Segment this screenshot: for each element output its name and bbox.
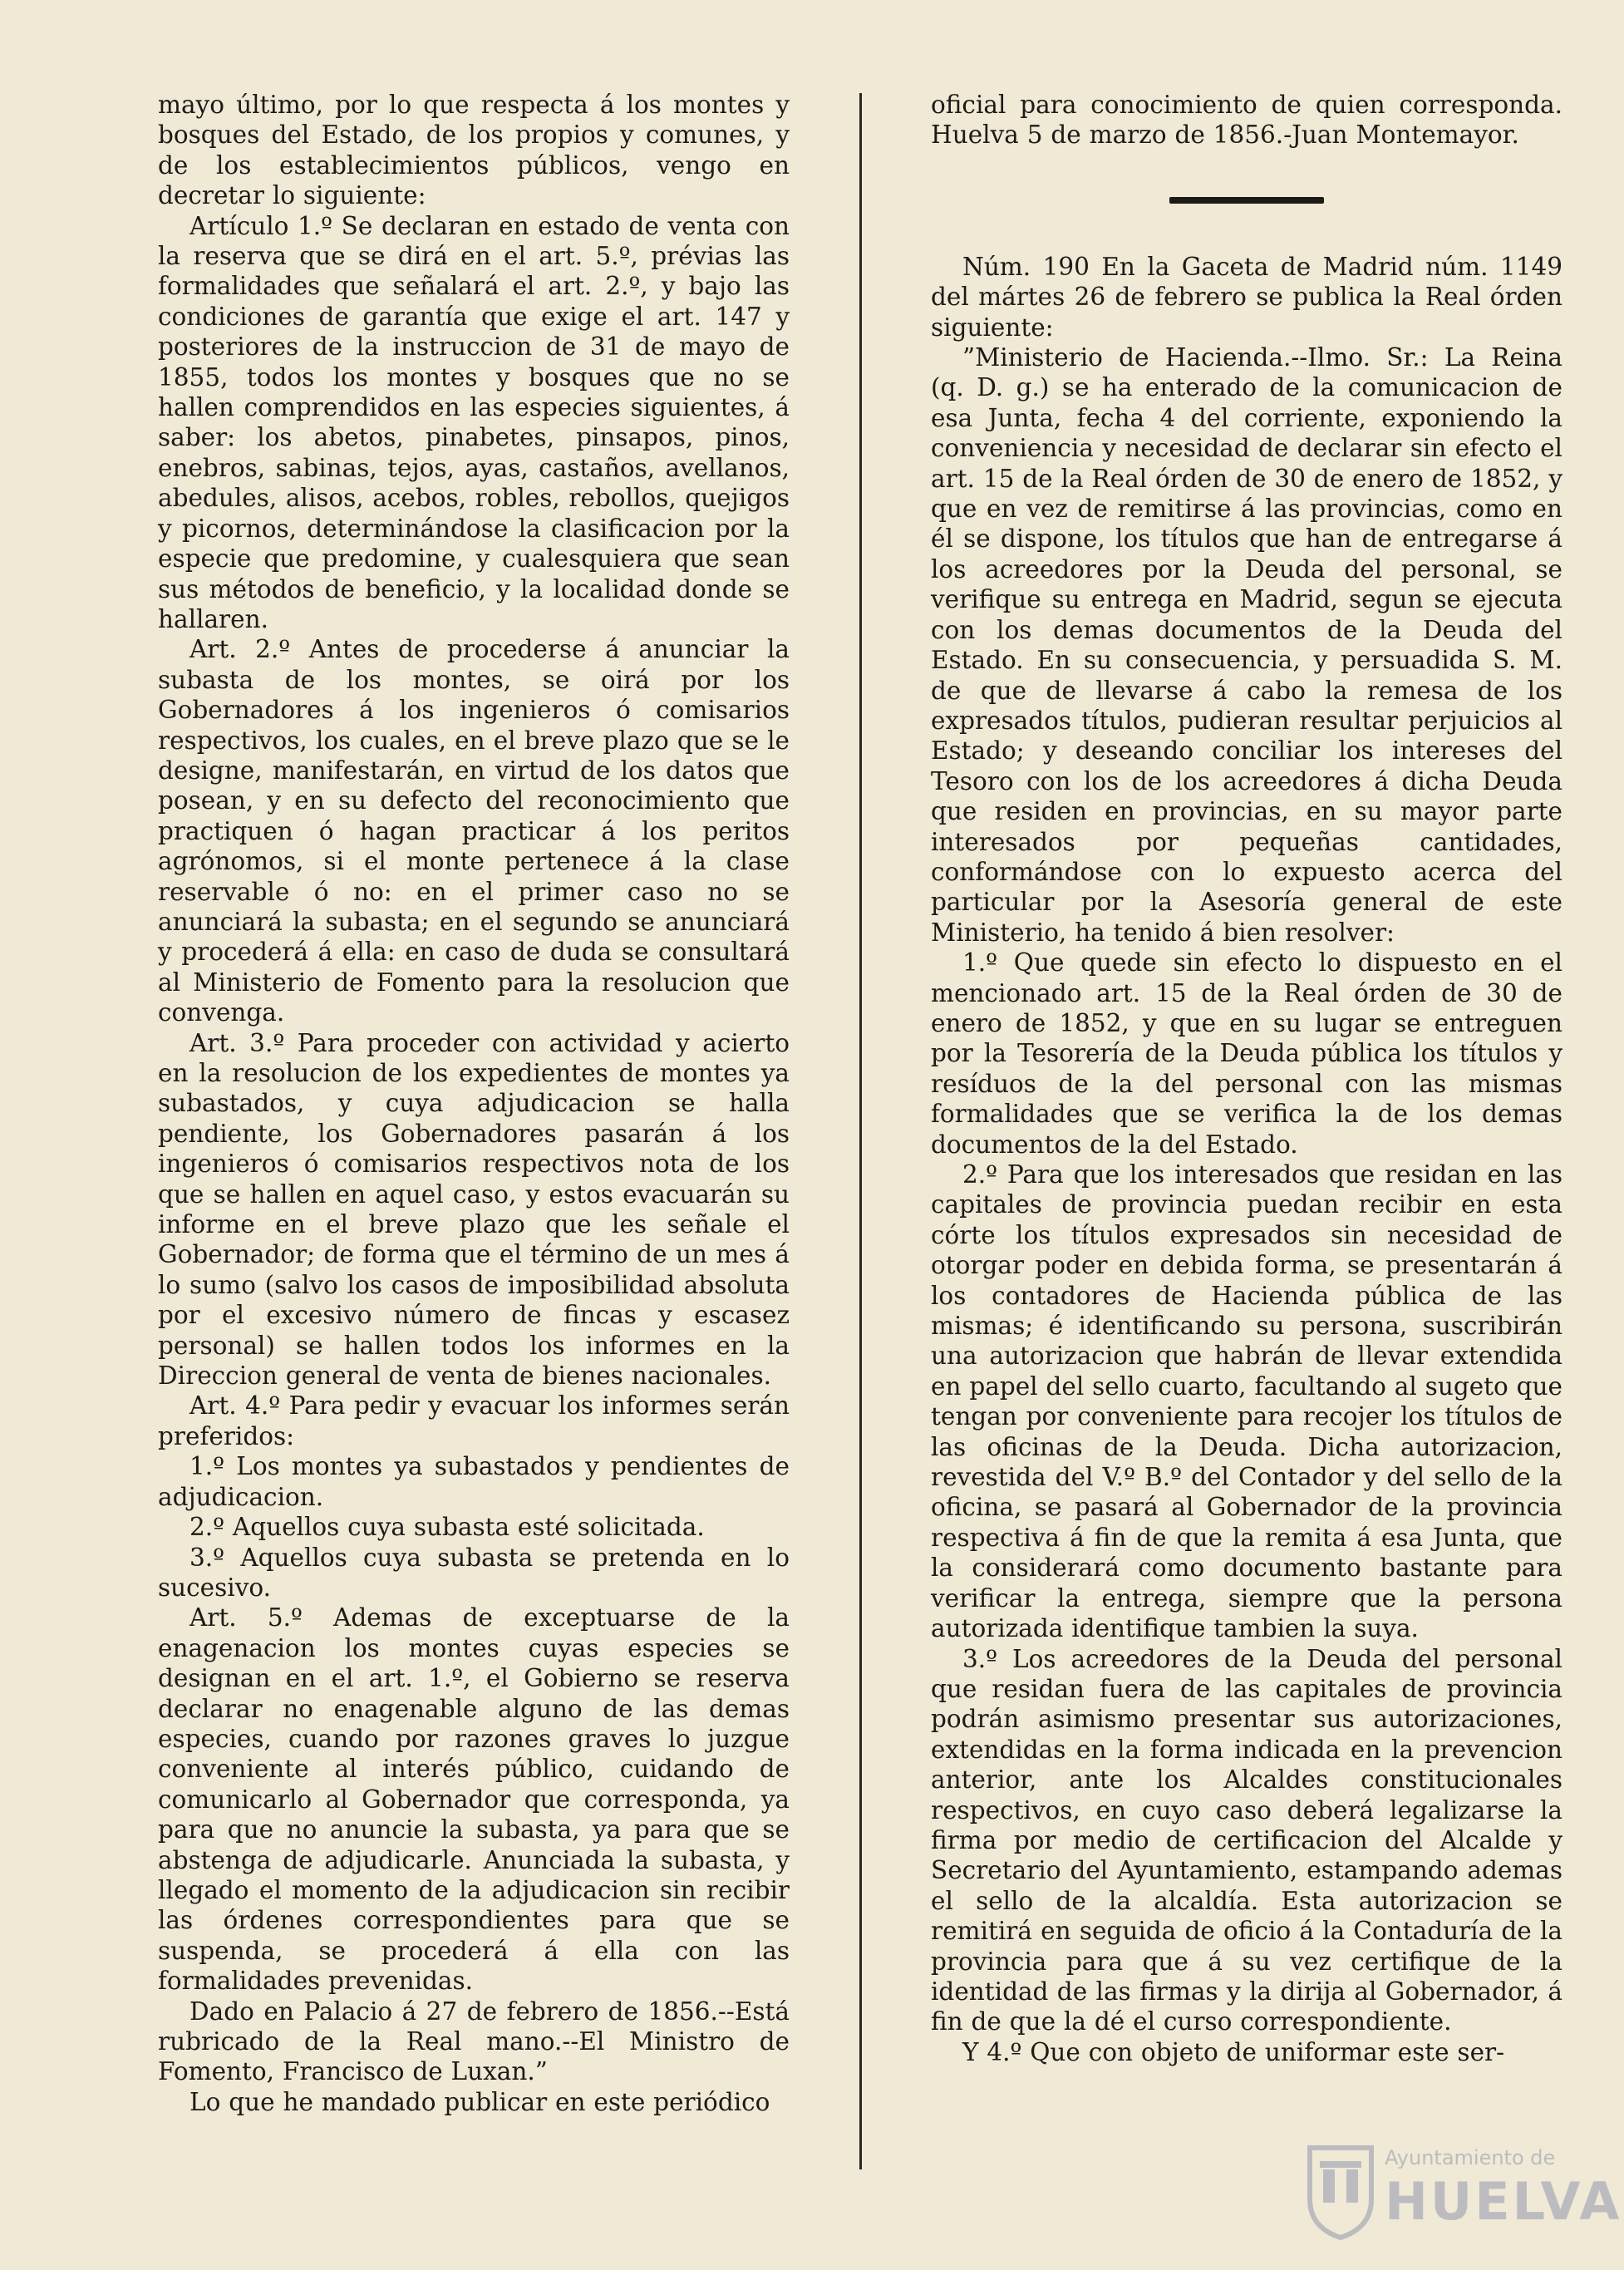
paragraph: Art. 4.º Para pedir y evacuar los informes serán preferidos:	[158, 1391, 790, 1450]
paragraph: Lo que he mandado publicar en este periódico	[189, 2087, 770, 2116]
paragraph: Y 4.º Que con objeto de uniformar este ser-	[962, 2037, 1505, 2066]
paragraph: 1.º Que quede sin efecto lo dispuesto en el mencionado art. 15 de la Real órden de 30 de enero de 1852, y que en su lugar se entreguen por la Tesorería de la Deuda pública los títulos y resíduos de la del personal con las mismas formalidades que se verifica la de los demas documentos de la del Estado.	[931, 948, 1562, 1159]
paragraph: 2.º Aquellos cuya subasta esté solicitada.	[189, 1513, 705, 1542]
paragraph: Art. 5.º Ademas de exceptuarse de la enagenacion los montes cuyas especies se designan en el art. 1.º, el Gobierno se reserva declarar no enagenable alguno de las demas especies, cuando por razones graves lo juzgue conveniente al interés público, cuidando de comunicarlo al Gobernador que corresponda, ya para que no anuncie la subasta, ya para que se abstenga de adjudicarle. Anunciada la subasta, y llegado el momento de la adjudicacion sin recibir las órdenes correspondientes para que se suspenda, se procederá á ella con las formalidades prevenidas.	[158, 1603, 790, 1996]
paragraph: Núm. 190 En la Gaceta de Madrid núm. 1149 del mártes 26 de febrero se publica la Real órden siguiente:	[931, 252, 1562, 342]
right-column	[931, 90, 1562, 2067]
watermark-line1: Ayuntamiento de	[1385, 2146, 1556, 2169]
right-column-top	[931, 90, 1562, 150]
paragraph: ”Ministerio de Hacienda.--Ilmo. Sr.: La Reina (q. D. g.) se ha enterado de la comunicacion de esa Junta, fecha 4 del corriente, exponiendo la conveniencia y necesidad de declarar sin efecto el art. 15 de la Real órden de 30 de enero de 1852, y que en vez de remitirse á las provincias, como en él se dispone, los títulos que han de entregarse á los acreedores por la Deuda del personal, se verifique su entrega en Madrid, segun se ejecuta con los demas documentos de la Deuda del Estado. En su consecuencia, y persuadida S. M. de que de llevarse á cabo la remesa de los expresados títulos, pudieran resultar perjuicios al Estado; y deseando conciliar los intereses del Tesoro con los de los acreedores á dicha Deuda que residen en provincias, en su mayor parte interesados por pequeñas cantidades, conformándose con lo expuesto acerca del particular por la Asesoría general de este Ministerio, ha tenido á bien resolver:	[931, 343, 1562, 947]
column-divider	[859, 93, 862, 2169]
paragraph: Dado en Palacio á 27 de febrero de 1856.--Está rubricado de la Real mano.--El Ministro de Fomento, Francisco de Luxan.”	[158, 1997, 790, 2086]
watermark-line2: HUELVA	[1385, 2171, 1622, 2232]
right-column-body	[931, 252, 1562, 2067]
paragraph: Art. 2.º Antes de procederse á anunciar la subasta de los montes, se oirá por los Gobernadores á los ingenieros ó comisarios respectivos, los cuales, en el breve plazo que se le designe, manifestarán, en virtud de los datos que posean, y en su defecto del reconocimiento que practiquen ó hagan practicar á los peritos agrónomos, si el monte pertenece á la clase reservable ó no: en el primer caso no se anunciará la subasta; en el segundo se anunciará y procederá á ella: en caso de duda se consultará al Ministerio de Fomento para la resolucion que convenga.	[158, 635, 790, 1027]
city-shield-icon	[1303, 2141, 1378, 2241]
paragraph: 3.º Los acreedores de la Deuda del personal que residan fuera de las capitales de provincia podrán asimismo presentar sus autorizaciones, extendidas en la forma indicada en la prevencion anterior, ante los Alcaldes constitucionales respectivos, en cuyo caso deberá legalizarse la firma por medio de certificacion del Alcalde y Secretario del Ayuntamiento, estampando ademas el sello de la alcaldía. Esta autorizacion se remitirá en seguida de oficio á la Contaduría de la provincia para que á su vez certifique de la identidad de las firmas y la dirija al Gobernador, á fin de que la dé el curso correspondiente.	[931, 1644, 1562, 2036]
paragraph: 1.º Los montes ya subastados y pendientes de adjudicacion.	[158, 1452, 790, 1511]
paragraph: Art. 3.º Para proceder con actividad y acierto en la resolucion de los expedientes de montes ya subastados, y cuya adjudicacion se halla pendiente, los Gobernadores pasarán á los ingenieros ó comisarios respectivos nota de los que se hallen en aquel caso, y estos evacuarán su informe en el breve plazo que les señale el Gobernador; de forma que el término de un mes á lo sumo (salvo los casos de imposibilidad absoluta por el excesivo número de fincas y escasez personal) se hallen todos los informes en la Direccion general de venta de bienes nacionales.	[158, 1028, 790, 1391]
paragraph: Artículo 1.º Se declaran en estado de venta con la reserva que se dirá en el art. 5.º, prévias las formalidades que señalará el art. 2.º, y bajo las condiciones de garantía que exige el art. 147 y posteriores de la instruccion de 31 de mayo de 1855, todos los montes y bosques que no se hallen comprendidos en las especies siguientes, á saber: los abetos, pinabetes, pinsapos, pinos, enebros, sabinas, tejos, ayas, castaños, avellanos, abedules, alisos, acebos, robles, rebollos, quejigos y picornos, determinándose la clasificacion por la especie que predomine, y cualesquiera que sean sus métodos de beneficio, y la localidad donde se hallaren.	[158, 211, 790, 633]
section-separator-rule	[1169, 197, 1324, 204]
paragraph: mayo último, por lo que respecta á los montes y bosques del Estado, de los propios y comunes, y de los establecimientos públicos, vengo en decretar lo siguiente:	[158, 91, 790, 210]
paragraph: 2.º Para que los interesados que residan en las capitales de provincia puedan recibir en esta córte los títulos expresados sin necesidad de otorgar poder en debida forma, se presentarán á los contadores de Hacienda pública de las mismas; é identificando su persona, suscribirán una autorizacion que habrán de llevar extendida en papel del sello cuarto, facultando al sugeto que tengan por conveniente para recojer los títulos de las oficinas de la Deuda. Dicha autorizacion, revestida del V.º B.º del Contador y del sello de la oficina, se pasará al Gobernador de la provincia respectiva á fin de que la remita á esa Junta, que la considerará como documento bastante para verificar la entrega, siempre que la persona autorizada identifique tambien la suya.	[931, 1160, 1562, 1643]
watermark-logo	[1303, 2141, 1622, 2241]
left-column	[158, 90, 790, 2117]
paragraph: oficial para conocimiento de quien corresponda. Huelva 5 de marzo de 1856.-Juan Montemayor.	[931, 91, 1562, 150]
paragraph: 3.º Aquellos cuya subasta se pretenda en lo sucesivo.	[158, 1543, 790, 1602]
